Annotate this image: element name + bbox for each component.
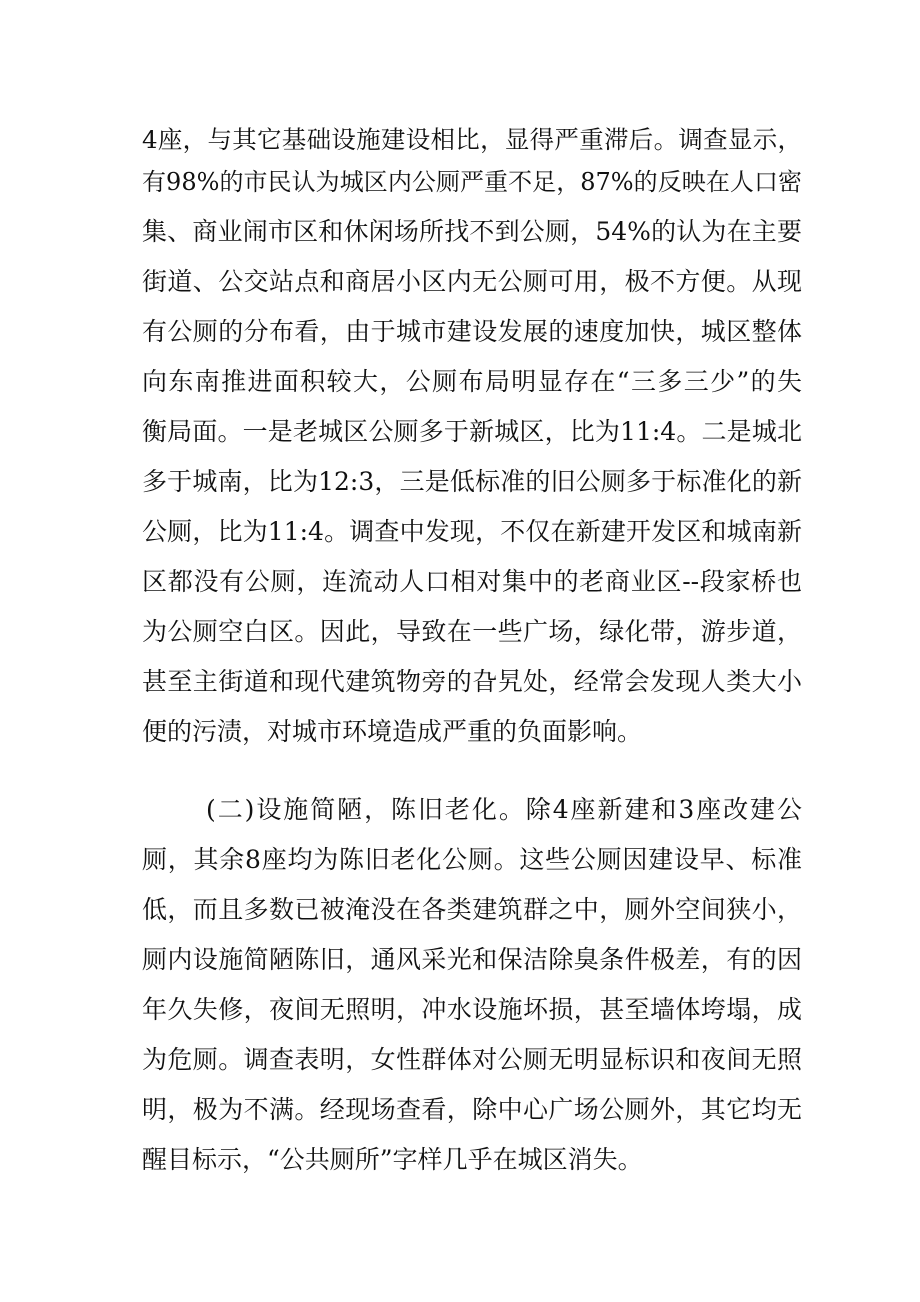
paragraph-line: 4座，与其它基础设施建设相比，显得严重滞后。调查显示， <box>142 125 802 154</box>
paragraph-line: 多于城南，比为12:3，三是低标准的旧公厕多于标准化的新 <box>142 467 802 496</box>
paragraph-line: 区都没有公厕，连流动人口相对集中的老商业区--段家桥也 <box>142 567 802 596</box>
paragraph-line: 有公厕的分布看，由于城市建设发展的速度加快，城区整体 <box>142 317 802 346</box>
paragraph-line: 低，而且多数已被淹没在各类建筑群之中，厕外空间狭小， <box>142 895 802 924</box>
paragraph-line: 街道、公交站点和商居小区内无公厕可用，极不方便。从现 <box>142 267 802 296</box>
paragraph-line: 甚至主街道和现代建筑物旁的旮旯处，经常会发现人类大小 <box>142 667 802 696</box>
paragraph-line: 为危厕。调查表明，女性群体对公厕无明显标识和夜间无照 <box>142 1045 802 1074</box>
paragraph-line: 醒目标示，“公共厕所”字样几乎在城区消失。 <box>142 1145 643 1174</box>
paragraph-line: 向东南推进面积较大，公厕布局明显存在“三多三少”的失 <box>142 367 802 396</box>
paragraph-line: 公厕，比为11:4。调查中发现，不仅在新建开发区和城南新 <box>142 517 802 546</box>
paragraph-line: 衡局面。一是老城区公厕多于新城区，比为11:4。二是城北 <box>142 417 802 446</box>
paragraph-line: 集、商业闹市区和休闲场所找不到公厕，54%的认为在主要 <box>142 217 802 246</box>
paragraph-line: 年久失修，夜间无照明，冲水设施坏损，甚至墙体垮塌，成 <box>142 995 802 1024</box>
paragraph-line: 厕，其余8座均为陈旧老化公厕。这些公厕因建设早、标准 <box>142 845 802 874</box>
paragraph-line: 便的污渍，对城市环境造成严重的负面影响。 <box>142 717 643 746</box>
paragraph-line: 明，极为不满。经现场查看，除中心广场公厕外，其它均无 <box>142 1095 802 1124</box>
paragraph-line: (二)设施简陋，陈旧老化。除4座新建和3座改建公 <box>206 795 802 824</box>
paragraph-line: 有98%的市民认为城区内公厕严重不足，87%的反映在人口密 <box>142 168 802 196</box>
paragraph-line: 厕内设施简陋陈旧，通风采光和保洁除臭条件极差，有的因 <box>142 945 802 974</box>
paragraph-line: 为公厕空白区。因此，导致在一些广场，绿化带，游步道， <box>142 617 802 646</box>
